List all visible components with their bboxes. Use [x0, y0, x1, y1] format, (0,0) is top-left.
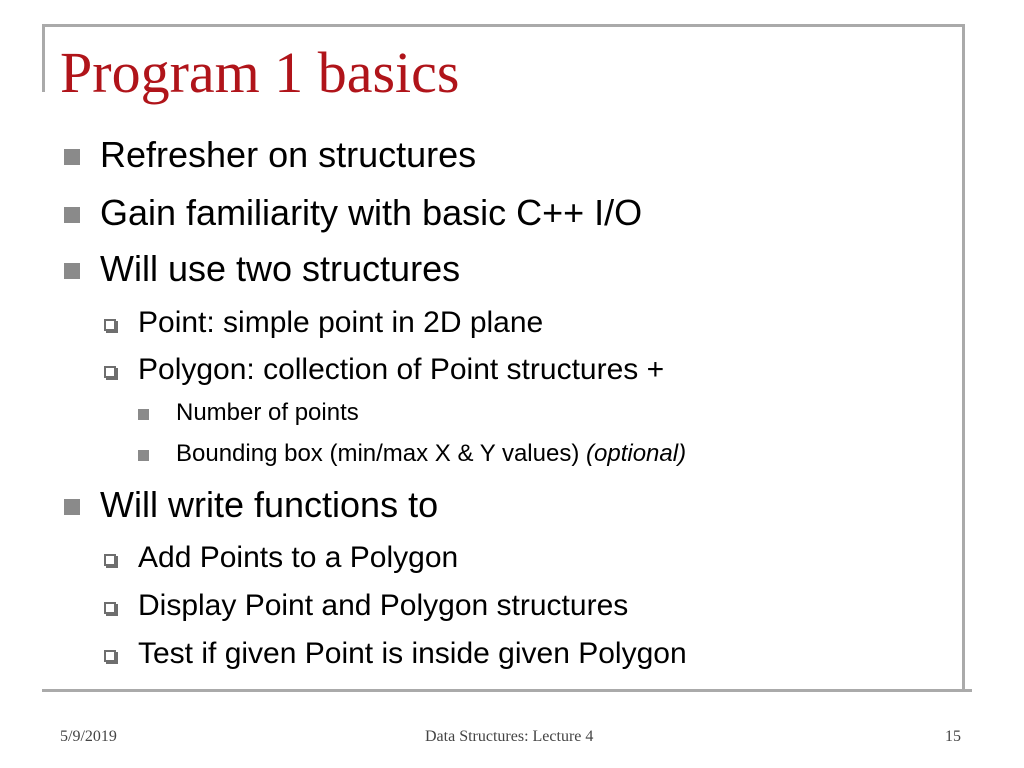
bullet-point: Point: simple point in 2D plane [138, 305, 543, 341]
optional-note: (optional) [586, 440, 687, 467]
bullet-io: Gain familiarity with basic C++ I/O [100, 192, 642, 234]
slide-title: Program 1 basics [60, 40, 460, 105]
frame-left-line [42, 24, 45, 92]
square-bullet-icon [64, 149, 80, 165]
square-bullet-icon [138, 409, 149, 420]
bullet-add-points: Add Points to a Polygon [138, 540, 458, 576]
bullet-bounding-box: Bounding box (min/max X & Y values) (optional) [176, 439, 686, 469]
bullet-write-functions: Will write functions to [100, 484, 438, 526]
hollow-square-bullet-icon [104, 650, 116, 662]
frame-bottom-line [42, 689, 972, 692]
frame-top-line [42, 24, 964, 27]
square-bullet-icon [138, 450, 149, 461]
hollow-square-bullet-icon [104, 319, 116, 331]
square-bullet-icon [64, 499, 80, 515]
hollow-square-bullet-icon [104, 554, 116, 566]
hollow-square-bullet-icon [104, 366, 116, 378]
square-bullet-icon [64, 263, 80, 279]
hollow-square-bullet-icon [104, 602, 116, 614]
bullet-polygon: Polygon: collection of Point structures + [138, 352, 664, 388]
footer-course-title: Data Structures: Lecture 4 [425, 728, 594, 745]
footer-date: 5/9/2019 [60, 728, 117, 745]
square-bullet-icon [64, 207, 80, 223]
frame-right-line [962, 24, 965, 692]
bullet-display: Display Point and Polygon structures [138, 588, 628, 624]
bullet-number-of-points: Number of points [176, 398, 359, 428]
bullet-refresher: Refresher on structures [100, 134, 476, 176]
slide-number: 15 [945, 728, 961, 745]
bullet-test-inside: Test if given Point is inside given Polygon [138, 636, 687, 672]
bullet-two-structures: Will use two structures [100, 248, 460, 290]
